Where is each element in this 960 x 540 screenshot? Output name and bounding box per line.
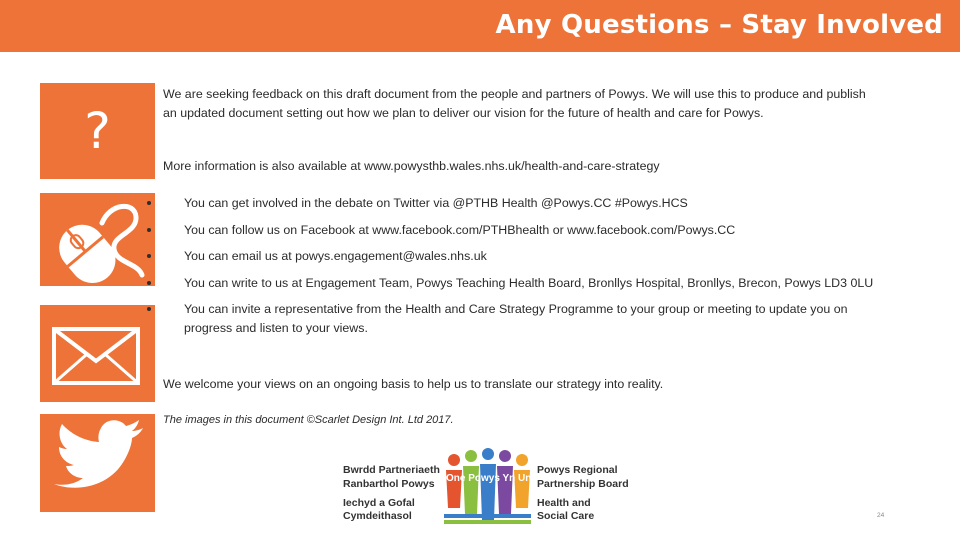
logo-welsh-line: Cymdeithasol (343, 510, 412, 522)
bullet-dot-icon (147, 281, 151, 285)
list-item (147, 194, 882, 213)
list-item-text: You can write to us at Engagement Team, Powys Teaching Health Board, Bronllys Hospital, Bronllys, Brecon, Powys LD3 0LU (184, 275, 874, 290)
list-item (147, 274, 882, 293)
title-bar (0, 0, 960, 52)
mail-tile (40, 305, 155, 402)
logo-english-line: Powys Regional (537, 464, 618, 476)
list-item (147, 221, 882, 240)
logo-welsh-line: Ranbarthol Powys (343, 478, 435, 490)
twitter-bird-icon (40, 414, 155, 512)
logo-english-line: Health and (537, 497, 591, 509)
logo-welsh-line: Bwrdd Partneriaeth (343, 464, 440, 476)
list-item-text: You can email us at powys.engagement@wales.nhs.uk (184, 249, 487, 264)
logo-english-line: Social Care (537, 510, 595, 522)
people-figures-icon (440, 448, 535, 538)
contact-list (147, 194, 882, 338)
list-item-text: You can follow us on Facebook at www.facebook.com/PTHBhealth or www.facebook.com/Powys.CC (184, 222, 736, 237)
intro-paragraph: We are seeking feedback on this draft document from the people and partners of Powys. We will use this to produce and publish an updated document setting out how we plan to deliver our vision for the future of health and care for Powys. (163, 87, 866, 120)
page-number: 24 (877, 512, 885, 519)
bullet-dot-icon (147, 307, 151, 311)
bullet-dot-icon (147, 201, 151, 205)
envelope-icon (40, 305, 155, 402)
question-mark-icon: ? (84, 102, 111, 160)
bullet-dot-icon (147, 228, 151, 232)
logo-mark-text: One Powys Yn Un (446, 473, 532, 484)
list-item (147, 300, 882, 337)
page-title: Any Questions – Stay Involved (495, 10, 943, 40)
logo-welsh-line: Iechyd a Gofal (343, 497, 415, 509)
logo-english-line: Partnership Board (537, 478, 629, 490)
list-item-text: You can get involved in the debate on Twitter via @PTHB Health @Powys.CC #Powys.HCS (184, 196, 688, 210)
more-info-paragraph: More information is also available at www.powysthb.wales.nhs.uk/health-and-care-strategy (163, 159, 660, 173)
image-credit: The images in this document ©Scarlet Design Int. Ltd 2017. (163, 414, 454, 426)
partnership-logo (340, 448, 640, 538)
bullet-dot-icon (147, 254, 151, 258)
question-tile (40, 83, 155, 179)
list-item (147, 247, 882, 266)
list-item-text: You can invite a representative from the Health and Care Strategy Programme to your group or meeting to update you on progress and listen to your views. (184, 302, 848, 335)
twitter-tile (40, 414, 155, 512)
mouse-tile (40, 193, 155, 286)
computer-mouse-icon (40, 193, 155, 286)
closing-paragraph: We welcome your views on an ongoing basis to help us to translate our strategy into reality. (163, 377, 664, 391)
